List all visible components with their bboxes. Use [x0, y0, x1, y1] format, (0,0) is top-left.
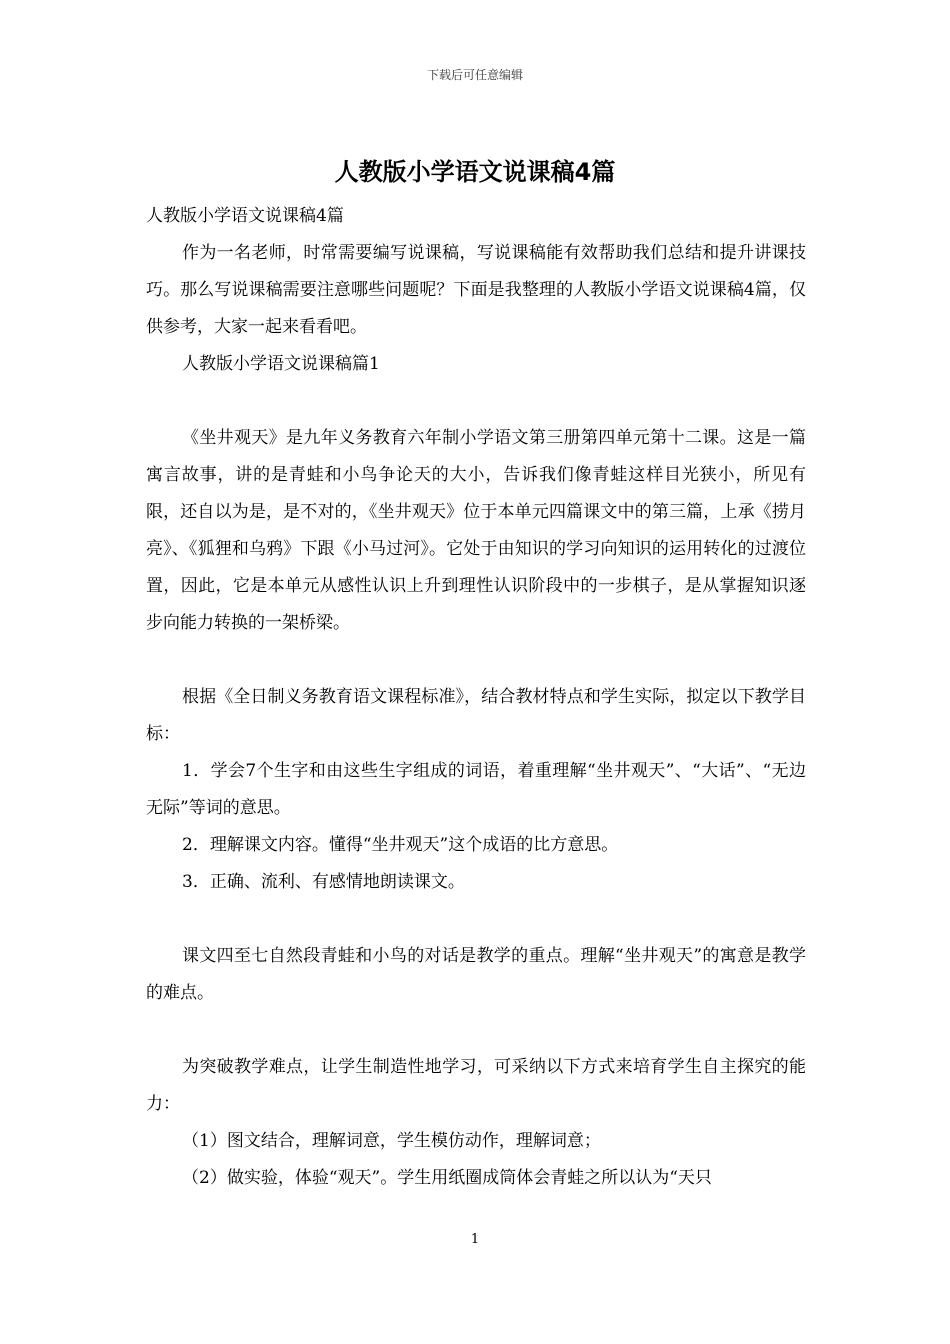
- paragraph: 人教版小学语文说课稿4篇: [146, 206, 344, 226]
- list-item: 1．学会7个生字和由这些生字组成的词语，着重理解“坐井观天”、“大话”、“无边无际”等词的意思。: [146, 761, 806, 818]
- paragraph: 根据《全日制义务教育语文课程标准》，结合教材特点和学生实际，拟定以下教学目标：: [146, 687, 806, 744]
- blank-line: [146, 383, 806, 420]
- list-item: （1）图文结合，理解词意，学生模仿动作，理解词意；: [182, 1131, 601, 1151]
- document-body: [146, 198, 806, 1197]
- blank-line: [146, 1012, 806, 1049]
- list-item: 2．理解课文内容。懂得“坐井观天”这个成语的比方意思。: [182, 835, 619, 855]
- section-heading: 人教版小学语文说课稿篇1: [182, 354, 380, 374]
- list-item: 3．正确、流利、有感情地朗读课文。: [182, 872, 465, 892]
- paragraph: 为突破教学难点，让学生制造性地学习，可采纳以下方式来培育学生自主探究的能力：: [146, 1057, 806, 1114]
- paragraph: 作为一名老师，时常需要编写说课稿，写说课稿能有效帮助我们总结和提升讲课技巧。那么写说课稿需要注意哪些问题呢？下面是我整理的人教版小学语文说课稿4篇，仅供参考，大家一起来看看吧。: [146, 243, 806, 337]
- document-title: 人教版小学语文说课稿4篇: [334, 158, 616, 186]
- blank-line: [146, 901, 806, 938]
- page-header: 下载后可任意编辑: [426, 68, 523, 82]
- paragraph: 课文四至七自然段青蛙和小鸟的对话是教学的重点。理解“坐井观天”的寓意是教学的难点。: [146, 946, 806, 1003]
- list-item: （2）做实验，体验“观天”。学生用纸圈成筒体会青蛙之所以认为“天只: [182, 1168, 712, 1188]
- page-number: 1: [470, 1232, 480, 1247]
- blank-line: [146, 642, 806, 679]
- paragraph: 《坐井观天》是九年义务教育六年制小学语文第三册第四单元第十二课。这是一篇寓言故事，讲的是青蛙和小鸟争论天的大小，告诉我们像青蛙这样目光狭小，所见有限，还自以为是，是不对的，《坐井观天》位于本单元四篇课文中的第三篇，上承《捞月亮》、《狐狸和乌鸦》下跟《小马过河》。它处于由知识的学习向知识的运用转化的过渡位置，因此，它是本单元从感性认识上升到理性认识阶段中的一步棋子，是从掌握知识逐步向能力转换的一架桥梁。: [146, 428, 806, 633]
